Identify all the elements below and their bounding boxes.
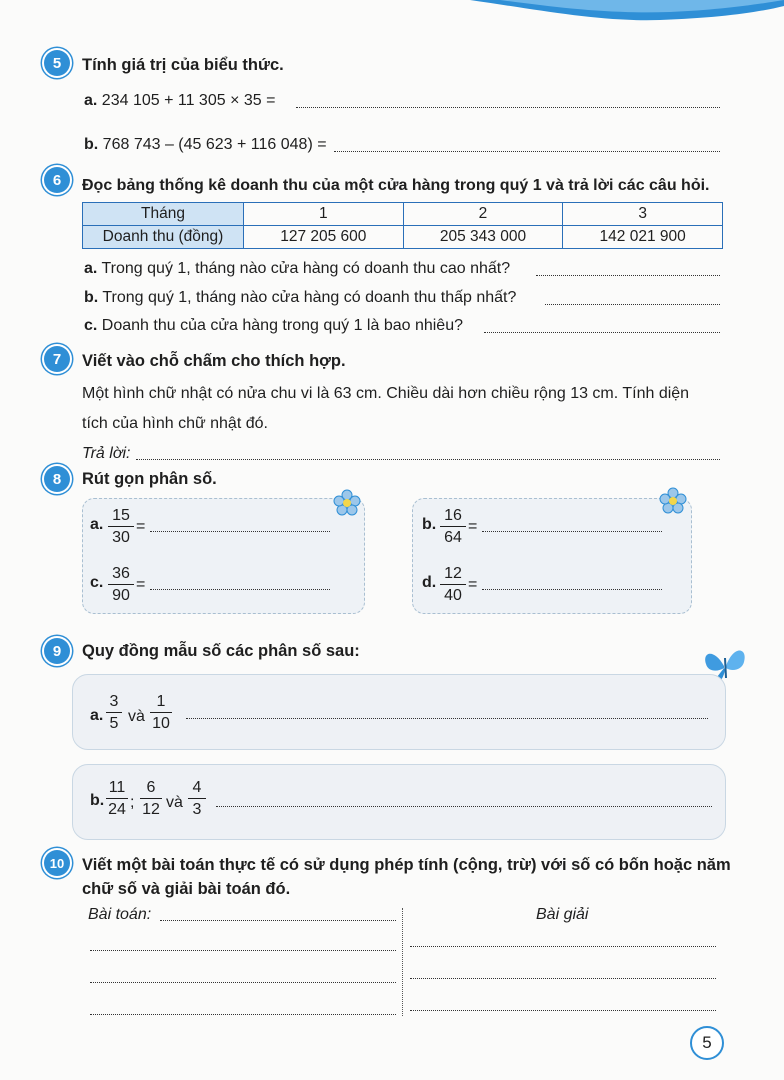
table-row — [83, 226, 723, 249]
numerator: 6 — [146, 779, 156, 796]
q10-problem-label: Bài toán: — [88, 906, 152, 923]
q8b-answer-line[interactable] — [482, 531, 662, 532]
question-7-badge: 7 — [44, 346, 70, 372]
q6c-label: c. — [84, 317, 98, 334]
q5a-answer-line[interactable] — [296, 107, 720, 108]
column-divider — [402, 908, 403, 1016]
numerator: 11 — [108, 779, 126, 796]
denominator: 30 — [112, 529, 130, 546]
question-6-title: Đọc bảng thống kê doanh thu của một cửa hàng trong quý 1 và trả lời các câu hỏi. — [82, 177, 710, 194]
q6a-label: a. — [84, 260, 98, 277]
q9b-label: b. — [90, 792, 105, 809]
question-10-title-line1: Viết một bài toán thực tế có sử dụng phép tính (cộng, trừ) với số có bốn hoặc năm — [82, 856, 731, 874]
q9a-answer-line[interactable] — [186, 718, 708, 719]
q10-problem-line-3[interactable] — [90, 982, 396, 983]
q7-statement-line2: tích của hình chữ nhật đó. — [82, 415, 268, 432]
q8a-label: a. — [90, 516, 104, 533]
q6b-question — [84, 289, 516, 307]
table-row — [83, 203, 723, 226]
q7-answer-label: Trả lời: — [82, 445, 131, 462]
numerator: 16 — [444, 507, 462, 524]
question-8-badge: 8 — [44, 466, 70, 492]
q6a-text: Trong quý 1, tháng nào cửa hàng có doanh thu cao nhất? — [101, 260, 511, 277]
q8c-label: c. — [90, 574, 104, 591]
question-8-title: Rút gọn phân số. — [82, 470, 217, 488]
q5a-expr: 234 105 + 11 305 × 35 = — [101, 92, 276, 109]
flower-icon — [658, 486, 688, 516]
q10-problem-line-1[interactable] — [160, 920, 396, 921]
numerator: 36 — [112, 565, 130, 582]
q8b-fraction — [440, 506, 466, 547]
q10-solution-line-2[interactable] — [410, 978, 716, 979]
q10-problem-line-2[interactable] — [90, 950, 396, 951]
q10-solution-line-1[interactable] — [410, 946, 716, 947]
q9b-separator: ; — [130, 794, 135, 811]
q8a-fraction — [108, 506, 134, 547]
flower-icon — [332, 488, 362, 518]
question-10-title-line2: chữ số và giải bài toán đó. — [82, 880, 291, 898]
numerator: 15 — [112, 507, 130, 524]
q9a-label: a. — [90, 707, 104, 724]
denominator: 40 — [444, 587, 462, 604]
q8d-label: d. — [422, 574, 437, 591]
q9b-fraction-2 — [140, 778, 162, 819]
question-10-badge: 10 — [44, 850, 70, 876]
numerator: 3 — [109, 693, 119, 710]
table-cell: 2 — [403, 203, 563, 226]
denominator: 64 — [444, 529, 462, 546]
numerator: 1 — [156, 693, 166, 710]
revenue-table — [82, 202, 723, 249]
equals-sign: = — [136, 576, 146, 593]
numerator: 4 — [192, 779, 202, 796]
q10-solution-line-3[interactable] — [410, 1010, 716, 1011]
denominator: 10 — [152, 715, 170, 732]
denominator: 5 — [109, 715, 119, 732]
denominator: 90 — [112, 587, 130, 604]
header-wave-decoration — [0, 0, 784, 60]
q6a-answer-line[interactable] — [536, 275, 720, 276]
q7-answer-line[interactable] — [136, 459, 720, 460]
q6b-label: b. — [84, 289, 99, 306]
question-9-badge: 9 — [44, 638, 70, 664]
question-5-title: Tính giá trị của biểu thức. — [82, 56, 284, 74]
table-header-cell: Doanh thu (đồng) — [83, 226, 244, 249]
question-5-badge: 5 — [44, 50, 70, 76]
q6a-question — [84, 260, 510, 278]
q9b-answer-line[interactable] — [216, 806, 712, 807]
q8b-label: b. — [422, 516, 437, 533]
q6b-answer-line[interactable] — [545, 304, 720, 305]
q6c-question — [84, 317, 463, 335]
q6c-answer-line[interactable] — [484, 332, 720, 333]
q6b-text: Trong quý 1, tháng nào cửa hàng có doanh thu thấp nhất? — [102, 289, 517, 306]
equals-sign: = — [468, 518, 478, 535]
table-cell: 3 — [563, 203, 723, 226]
denominator: 24 — [108, 801, 126, 818]
q10-solution-label: Bài giải — [536, 906, 589, 923]
q5b-answer-line[interactable] — [334, 151, 720, 152]
q8c-fraction — [108, 564, 134, 605]
q6c-text: Doanh thu của cửa hàng trong quý 1 là bao nhiêu? — [101, 317, 463, 334]
q9a-fraction-2 — [150, 692, 172, 733]
q9b-fraction-1 — [106, 778, 128, 819]
equals-sign: = — [136, 518, 146, 535]
q8c-answer-line[interactable] — [150, 589, 330, 590]
q8a-answer-line[interactable] — [150, 531, 330, 532]
q9a-fraction-1 — [106, 692, 122, 733]
table-cell: 127 205 600 — [244, 226, 404, 249]
q8d-fraction — [440, 564, 466, 605]
q5a-expression — [84, 92, 275, 110]
q7-statement-line1: Một hình chữ nhật có nửa chu vi là 63 cm. Chiều dài hơn chiều rộng 13 cm. Tính diện — [82, 385, 690, 402]
denominator: 12 — [142, 801, 160, 818]
q9a-conjunction: và — [128, 708, 145, 725]
question-6-badge: 6 — [44, 167, 70, 193]
q9b-conjunction: và — [166, 794, 183, 811]
denominator: 3 — [192, 801, 202, 818]
q5b-expr: 768 743 – (45 623 + 116 048) = — [102, 136, 327, 153]
table-cell: 1 — [244, 203, 404, 226]
q8d-answer-line[interactable] — [482, 589, 662, 590]
q9b-fraction-3 — [188, 778, 206, 819]
q10-problem-line-4[interactable] — [90, 1014, 396, 1015]
question-9-title: Quy đồng mẫu số các phân số sau: — [82, 642, 360, 660]
page-number: 5 — [690, 1026, 724, 1060]
equals-sign: = — [468, 576, 478, 593]
table-cell: 205 343 000 — [403, 226, 563, 249]
table-cell: 142 021 900 — [563, 226, 723, 249]
q5b-label: b. — [84, 136, 99, 153]
q5b-expression — [84, 136, 327, 154]
question-7-title: Viết vào chỗ chấm cho thích hợp. — [82, 352, 346, 370]
q5a-label: a. — [84, 92, 98, 109]
numerator: 12 — [444, 565, 462, 582]
table-header-cell: Tháng — [83, 203, 244, 226]
